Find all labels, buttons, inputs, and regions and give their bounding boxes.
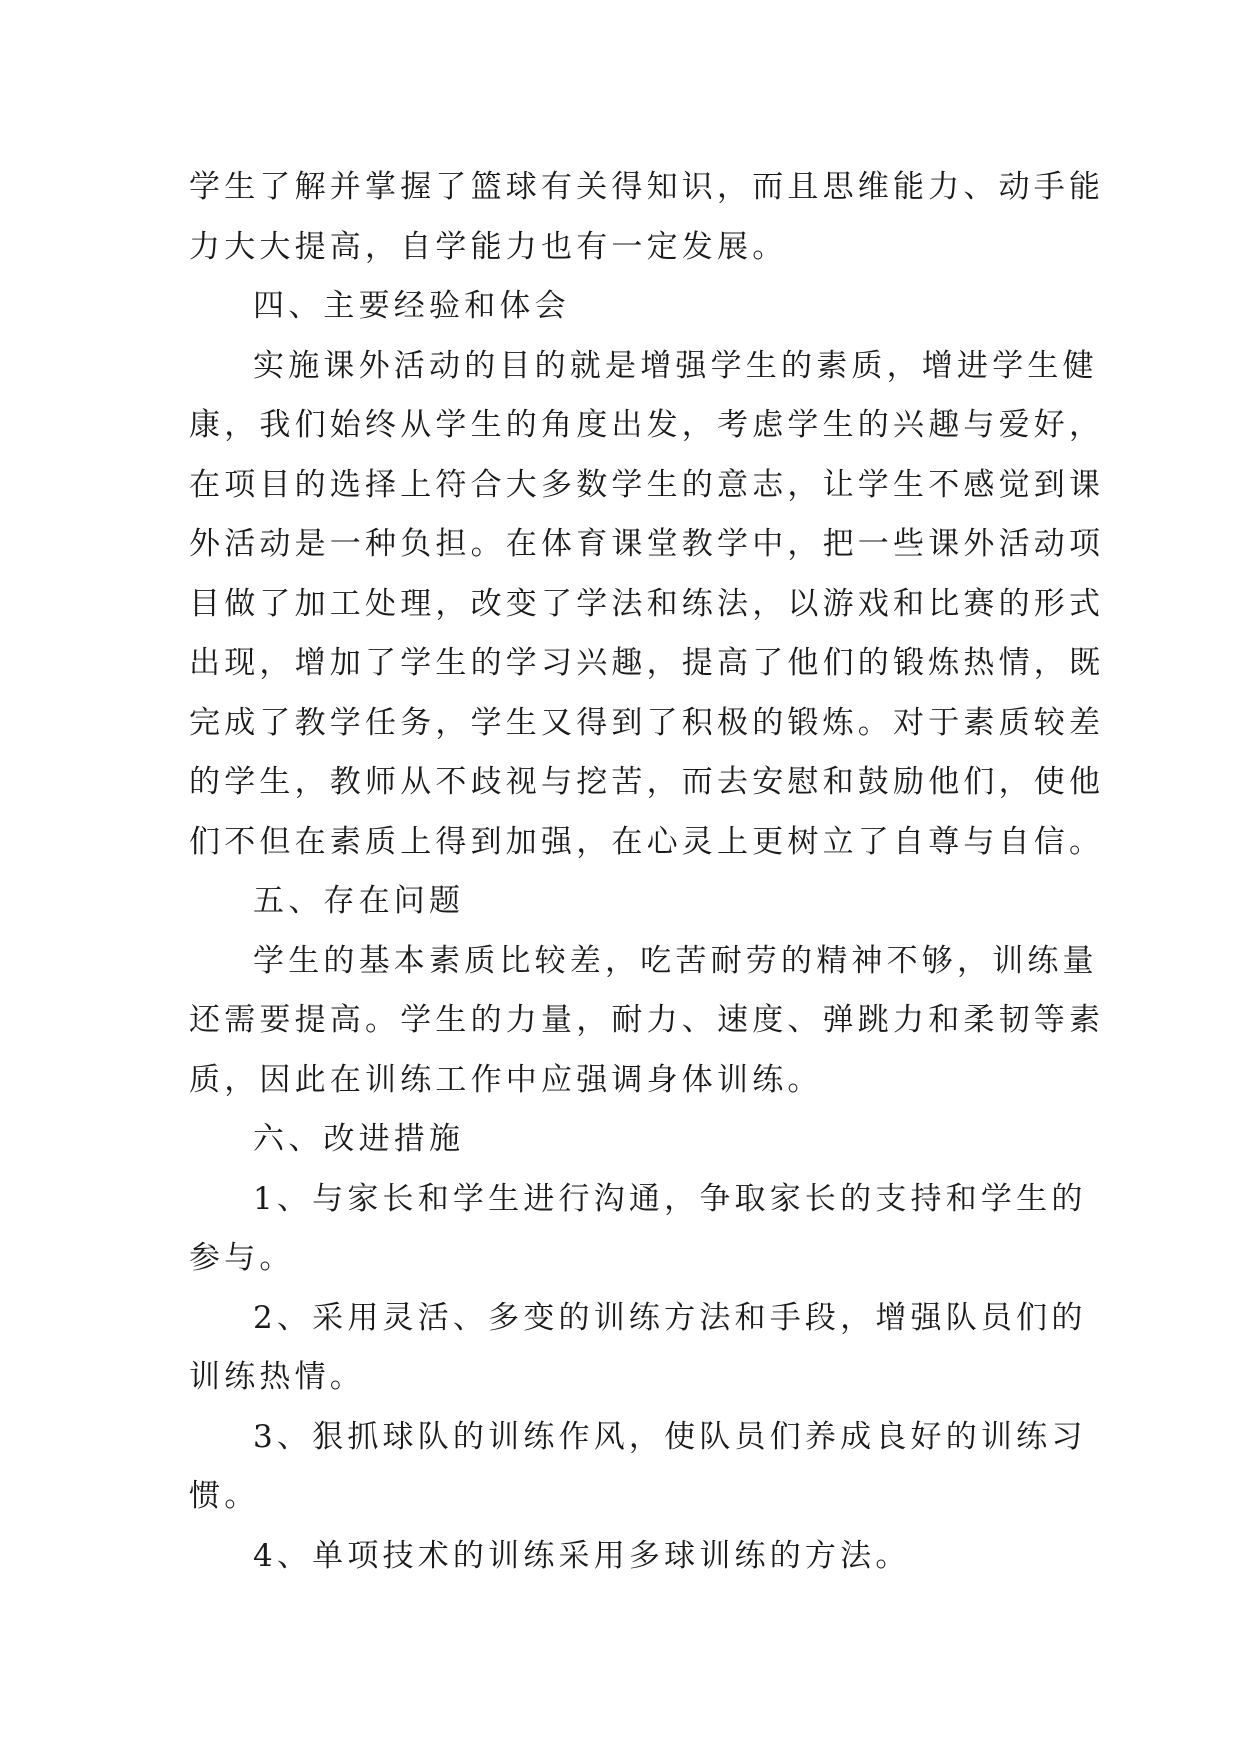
list-item-line: 4、单项技术的训练采用多球训练的方法。 [253,1537,911,1574]
section-heading: 六、改进措施 [253,1121,465,1157]
paragraph-line: 学生了解并掌握了篮球有关得知识，而且思维能力、动手能 [189,169,1105,205]
list-item-line: 1、与家长和学生进行沟通，争取家长的支持和学生的 [253,1180,1087,1217]
paragraph-line: 康，我们始终从学生的角度出发，考虑学生的兴趣与爱好， [189,407,1105,443]
paragraph-line: 在项目的选择上符合大多数学生的意志，让学生不感觉到课 [189,466,1105,503]
section-heading: 四、主要经验和体会 [253,288,570,324]
paragraph-line: 出现，增加了学生的学习兴趣，提高了他们的锻炼热情，既 [189,645,1105,681]
paragraph-line: 外活动是一种负担。在体育课堂教学中，把一些课外活动项 [189,526,1105,562]
paragraph-line: 力大大提高，自学能力也有一定发展。 [189,228,788,265]
section-heading: 五、存在问题 [253,883,465,919]
list-item-line: 参与。 [189,1240,295,1276]
list-item-line: 3、狠抓球队的训练作风，使队员们养成良好的训练习 [253,1418,1087,1455]
paragraph-line: 学生的基本素质比较差，吃苦耐劳的精神不够，训练量 [253,942,1098,979]
list-item-line: 训练热情。 [189,1359,365,1395]
paragraph-line: 目做了加工处理，改变了学法和练法，以游戏和比赛的形式 [189,585,1105,622]
paragraph-line: 质，因此在训练工作中应强调身体训练。 [189,1061,823,1098]
paragraph-line: 完成了教学任务，学生又得到了积极的锻炼。对于素质较差 [189,704,1105,741]
list-item-line: 惯。 [189,1478,260,1514]
paragraph-line: 的学生，教师从不歧视与挖苦，而去安慰和鼓励他们，使他 [189,764,1105,800]
paragraph-line: 实施课外活动的目的就是增强学生的素质，增进学生健 [253,347,1098,384]
list-item-line: 2、采用灵活、多变的训练方法和手段，增强队员们的 [253,1299,1087,1336]
paragraph-line: 还需要提高。学生的力量，耐力、速度、弹跳力和柔韧等素 [189,1002,1105,1038]
document-body [189,158,1105,1586]
paragraph-line: 们不但在素质上得到加强，在心灵上更树立了自尊与自信。 [189,823,1105,860]
